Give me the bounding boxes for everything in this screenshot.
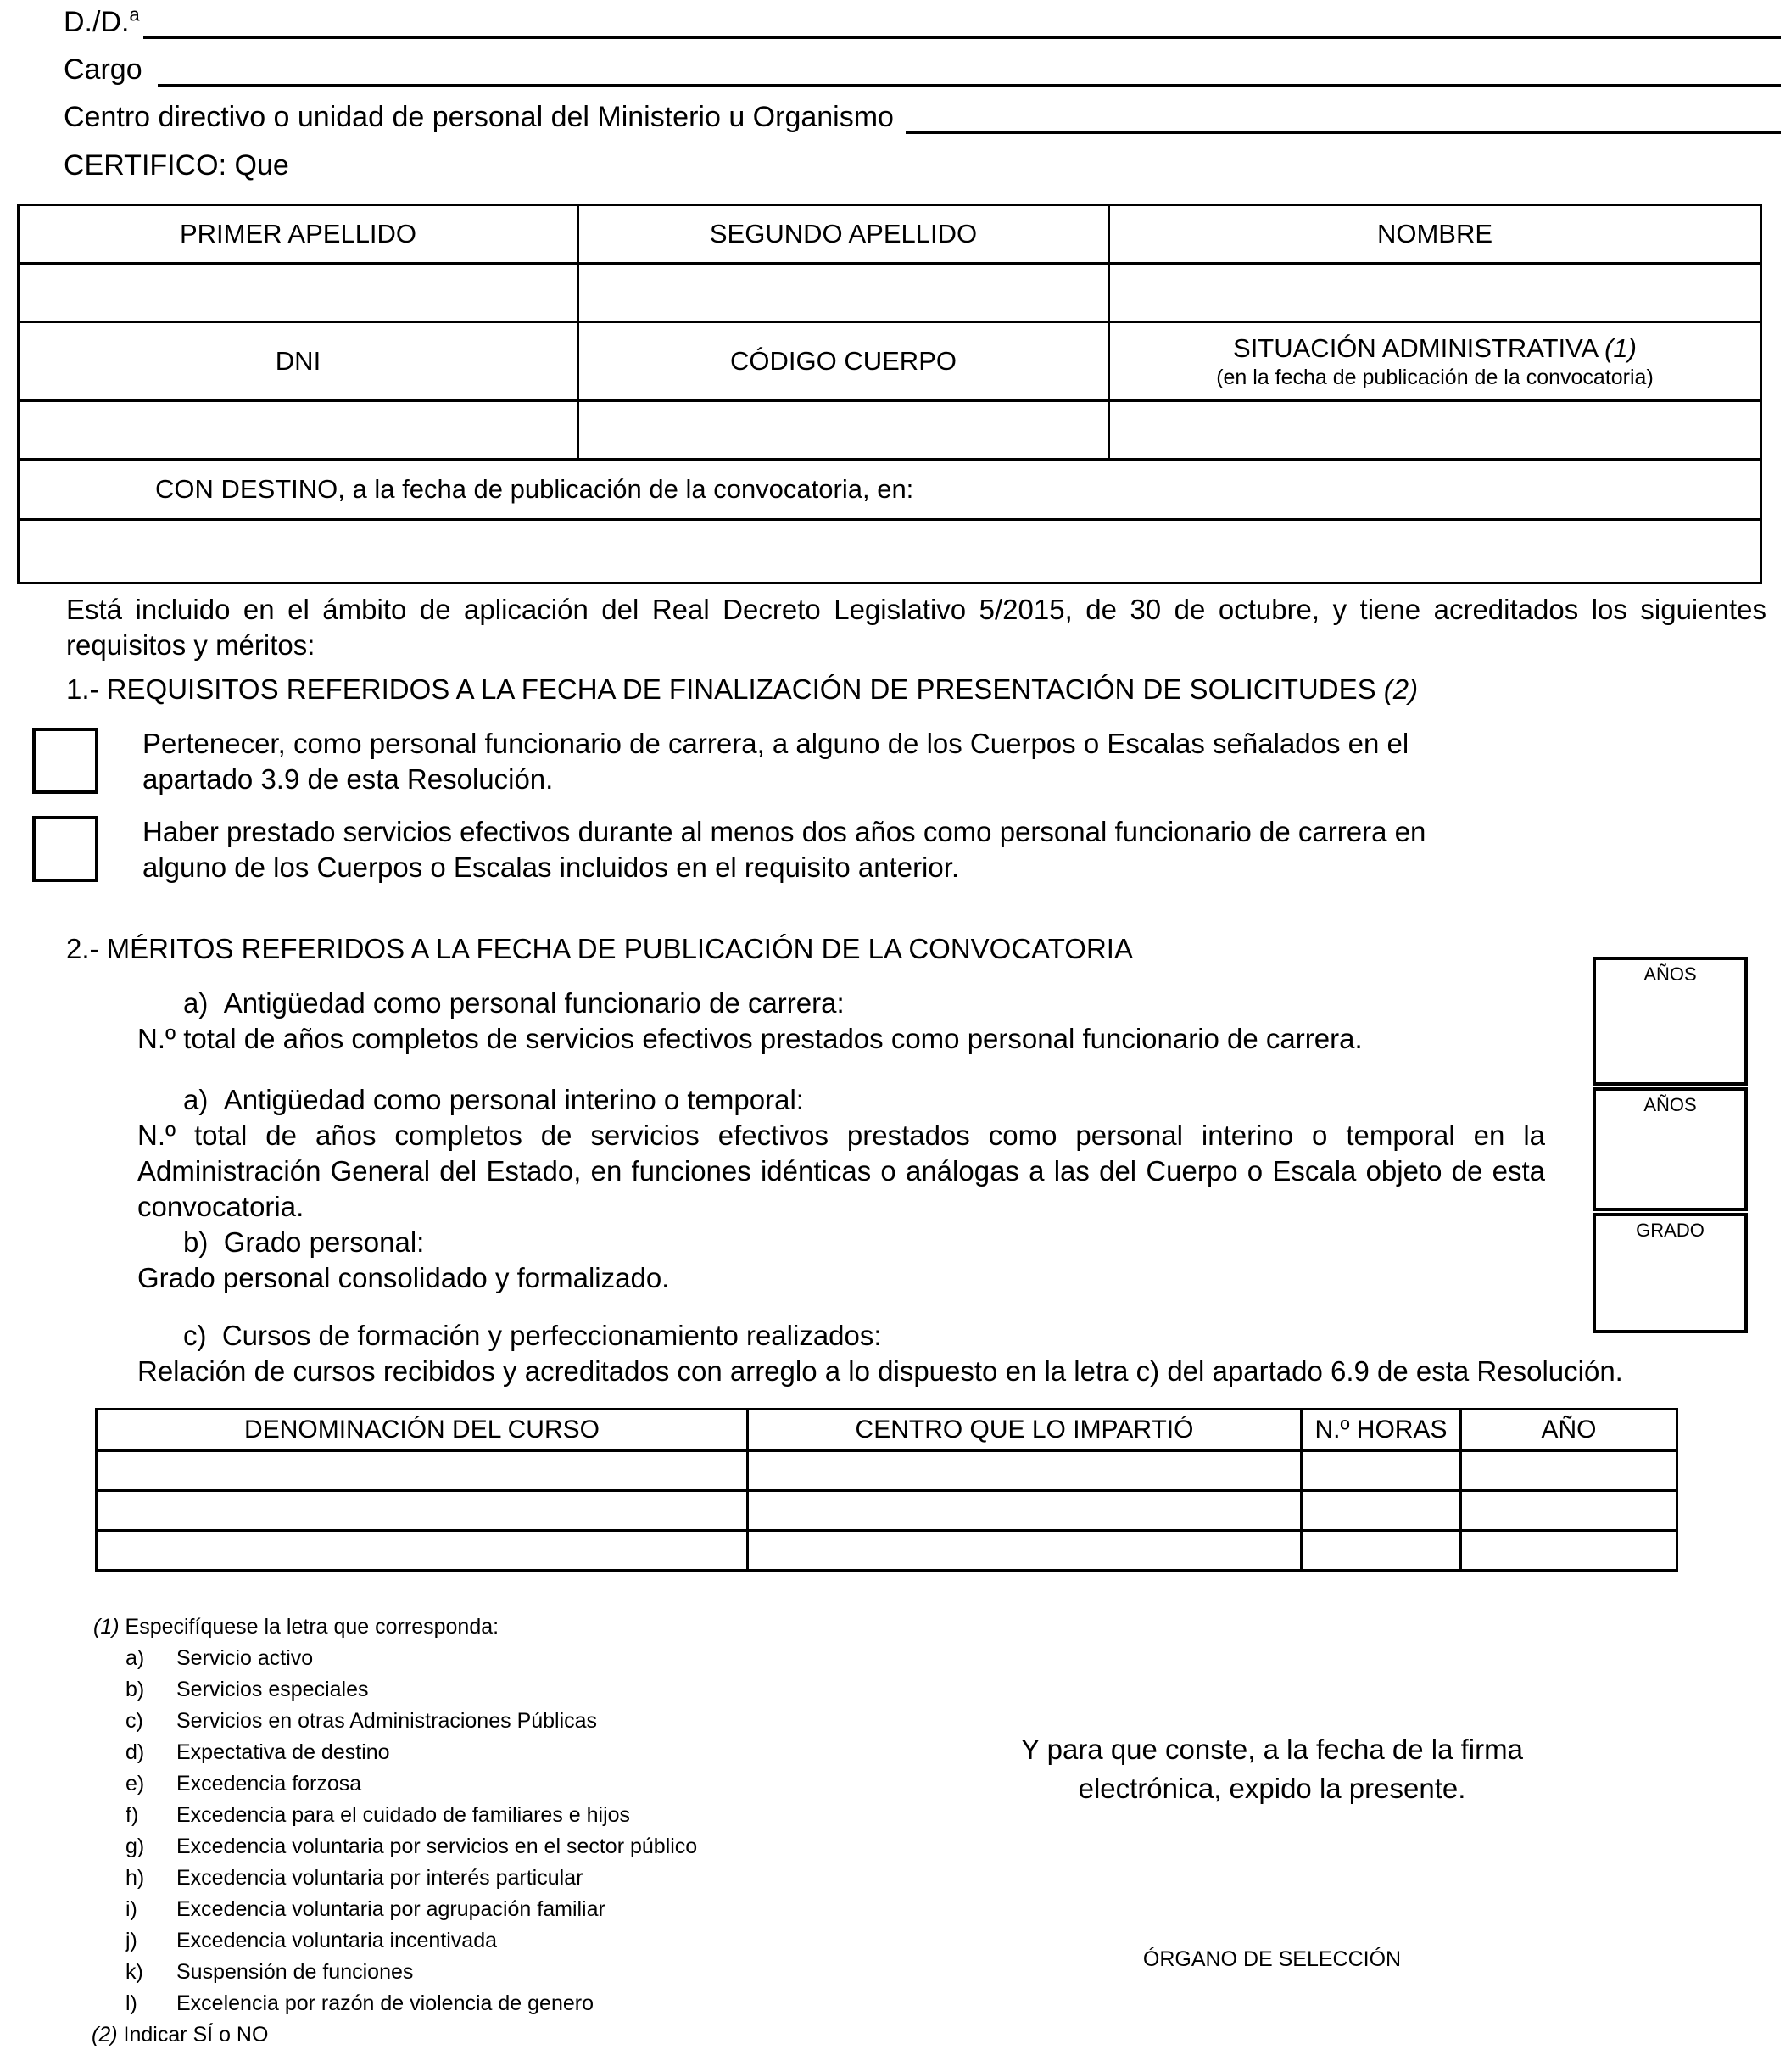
footnote-1-head-text: Especifíquese la letra que corresponda: bbox=[125, 1615, 499, 1639]
field-nombre-label: D./D.$^a$ bbox=[64, 3, 140, 38]
section1-title bbox=[66, 672, 1418, 707]
identification-table bbox=[17, 204, 1762, 584]
footnote-item-key: d) bbox=[126, 1740, 145, 1764]
field-centro-directivo[interactable] bbox=[64, 100, 1781, 134]
field-cargo-rule[interactable] bbox=[158, 59, 1781, 87]
intro-paragraph: Está incluido en el ámbito de aplicación del Real Decreto Legislativo 5/2015, de 30 de octubre, y tiene acreditados los siguientes requisitos y méritos: bbox=[66, 594, 1766, 661]
score-box-anos-funcionario[interactable] bbox=[1593, 957, 1748, 1086]
footnote-item-text: Servicios especiales bbox=[176, 1678, 369, 1701]
table-row bbox=[97, 1451, 1677, 1491]
header-nombre: NOMBRE bbox=[1109, 205, 1761, 264]
cell-con-destino[interactable] bbox=[19, 520, 1761, 584]
requisito-2-text: Haber prestado servicios efectivos durante al menos dos años como personal funcionario de carrera en alguno de los Cuerpos o Escalas incluidos en el requisito anterior. bbox=[142, 816, 1426, 883]
cell-numero-horas[interactable] bbox=[1302, 1491, 1461, 1531]
footnote-item-text: Expectativa de destino bbox=[176, 1740, 390, 1764]
field-cargo[interactable] bbox=[64, 53, 1781, 87]
list-item bbox=[126, 1706, 697, 1737]
footnote-item-text: Excedencia voluntaria por servicios en el sector público bbox=[176, 1835, 698, 1858]
signature-statement bbox=[1009, 1730, 1535, 1808]
list-item bbox=[126, 1737, 697, 1768]
signature-line-2: electrónica, expido la presente. bbox=[1078, 1773, 1466, 1804]
footnote-item-key: g) bbox=[126, 1835, 145, 1858]
situacion-note-marker: (1) bbox=[1604, 332, 1637, 363]
list-item bbox=[126, 1957, 697, 1988]
merit-c-body: Relación de cursos recibidos y acreditados con arreglo a lo dispuesto en la letra c) del apartado 6.9 de esta Resolución. bbox=[137, 1355, 1623, 1387]
header-primer-apellido: PRIMER APELLIDO bbox=[19, 205, 578, 264]
cell-codigo-cuerpo[interactable] bbox=[578, 401, 1109, 460]
cell-centro-impartio[interactable] bbox=[748, 1491, 1302, 1531]
header-ano: AÑO bbox=[1461, 1410, 1677, 1451]
footnote-item-key: f) bbox=[126, 1803, 139, 1827]
label-con-destino: CON DESTINO, a la fecha de publicación de la convocatoria, en: bbox=[19, 460, 1761, 520]
header-numero-horas: N.º HORAS bbox=[1302, 1410, 1461, 1451]
footnote-item-key: k) bbox=[126, 1960, 143, 1984]
merit-c-heading bbox=[183, 1318, 1625, 1354]
merit-a2-key: a) bbox=[183, 1084, 209, 1115]
footnote-2 bbox=[92, 2019, 697, 2051]
merit-b-heading-text: Grado personal: bbox=[223, 1226, 425, 1258]
list-item bbox=[126, 1831, 697, 1863]
footnote-item-key: l) bbox=[126, 1991, 137, 2015]
organo-de-seleccion-label: ÓRGANO DE SELECCIÓN bbox=[1142, 1947, 1402, 1971]
header-denominacion-curso: DENOMINACIÓN DEL CURSO bbox=[97, 1410, 748, 1451]
list-item bbox=[126, 1800, 697, 1831]
score-box-anos-interino[interactable] bbox=[1593, 1087, 1748, 1211]
cell-ano[interactable] bbox=[1461, 1451, 1677, 1491]
footnote-item-text: Excelencia por razón de violencia de genero bbox=[176, 1991, 594, 2015]
footnote-1-head bbox=[93, 1611, 697, 1643]
footnotes-block bbox=[93, 1611, 697, 2051]
merit-b-body: Grado personal consolidado y formalizado. bbox=[137, 1262, 670, 1293]
cell-primer-apellido[interactable] bbox=[19, 264, 578, 322]
list-item bbox=[126, 1894, 697, 1925]
header-situacion-administrativa bbox=[1109, 322, 1761, 401]
footnote-item-text: Servicios en otras Administraciones Públicas bbox=[176, 1709, 598, 1733]
table-row bbox=[97, 1491, 1677, 1531]
footnote-item-key: c) bbox=[126, 1709, 143, 1733]
list-item bbox=[126, 1674, 697, 1706]
cell-centro-impartio[interactable] bbox=[748, 1531, 1302, 1571]
footnote-item-text: Excedencia para el cuidado de familiares e hijos bbox=[176, 1803, 631, 1827]
list-item bbox=[126, 1768, 697, 1800]
merit-a1-heading bbox=[183, 986, 1540, 1021]
header-dni: DNI bbox=[19, 322, 578, 401]
field-cargo-label: Cargo bbox=[64, 53, 142, 86]
list-item bbox=[126, 1925, 697, 1957]
merit-a1-body: N.º total de años completos de servicios efectivos prestados como personal funcionario de carrera. bbox=[137, 1023, 1363, 1054]
courses-table-header-row bbox=[97, 1410, 1677, 1451]
section1-note-marker: (2) bbox=[1383, 673, 1419, 705]
footnote-1-marker: (1) bbox=[93, 1615, 120, 1639]
list-item bbox=[126, 1988, 697, 2019]
cell-situacion-administrativa[interactable] bbox=[1109, 401, 1761, 460]
footnote-item-key: h) bbox=[126, 1866, 145, 1890]
certifico-label: CERTIFICO: Que bbox=[64, 149, 289, 182]
footnote-item-text: Excedencia voluntaria incentivada bbox=[176, 1929, 498, 1952]
merit-b-heading bbox=[183, 1225, 1540, 1260]
footnote-item-text: Servicio activo bbox=[176, 1646, 314, 1670]
cell-segundo-apellido[interactable] bbox=[578, 264, 1109, 322]
score-box-anos-interino-label: AÑOS bbox=[1643, 1094, 1697, 1115]
field-nombre-rule[interactable] bbox=[143, 11, 1781, 39]
header-segundo-apellido: SEGUNDO APELLIDO bbox=[578, 205, 1109, 264]
courses-table bbox=[95, 1408, 1678, 1572]
merit-a2-heading-text: Antigüedad como personal interino o temporal: bbox=[223, 1084, 804, 1115]
footnote-item-key: i) bbox=[126, 1897, 137, 1921]
checkbox-requisito-1[interactable] bbox=[32, 728, 98, 794]
cell-numero-horas[interactable] bbox=[1302, 1531, 1461, 1571]
table-row-dni-values bbox=[19, 401, 1761, 460]
merit-a2-body: N.º total de años completos de servicios efectivos prestados como personal interino o temporal en la Administración General del Estado, en funciones idénticas o análogas a las del Cuerpo o Escala objeto de esta convocatoria. bbox=[137, 1120, 1545, 1222]
footnote-item-text: Excedencia forzosa bbox=[176, 1772, 362, 1796]
section2-title: 2.- MÉRITOS REFERIDOS A LA FECHA DE PUBLICACIÓN DE LA CONVOCATORIA bbox=[66, 933, 1133, 964]
footnote-1-list bbox=[93, 1643, 697, 2019]
situacion-subtext: (en la fecha de publicación de la convocatoria) bbox=[1216, 365, 1654, 389]
field-centro-directivo-rule[interactable] bbox=[906, 106, 1781, 134]
merit-b-key: b) bbox=[183, 1226, 209, 1258]
ordinal-superscript-a: a bbox=[129, 3, 140, 25]
table-row-con-destino-value bbox=[19, 520, 1761, 584]
merit-a1-heading-text: Antigüedad como personal funcionario de carrera: bbox=[223, 987, 845, 1019]
table-row-con-destino-label bbox=[19, 460, 1761, 520]
cell-denominacion-curso[interactable] bbox=[97, 1531, 748, 1571]
table-row-apellidos-headers bbox=[19, 205, 1761, 264]
cell-denominacion-curso[interactable] bbox=[97, 1491, 748, 1531]
checkbox-requisito-2[interactable] bbox=[32, 816, 98, 882]
score-box-grado[interactable] bbox=[1593, 1213, 1748, 1333]
signature-line-1: Y para que conste, a la fecha de la firma bbox=[1021, 1734, 1523, 1765]
merit-a2-heading bbox=[183, 1082, 1540, 1118]
merit-c-key: c) bbox=[183, 1320, 207, 1351]
footnote-item-text: Suspensión de funciones bbox=[176, 1960, 414, 1984]
table-row bbox=[97, 1531, 1677, 1571]
cell-ano[interactable] bbox=[1461, 1531, 1677, 1571]
footnote-item-text: Excedencia voluntaria por interés particular bbox=[176, 1866, 583, 1890]
header-codigo-cuerpo: CÓDIGO CUERPO bbox=[578, 322, 1109, 401]
list-item bbox=[126, 1863, 697, 1894]
requisito-1-text: Pertenecer, como personal funcionario de carrera, a alguno de los Cuerpos o Escalas señalados en el apartado 3.9 de esta Resolución. bbox=[142, 728, 1409, 795]
list-item bbox=[126, 1643, 697, 1674]
field-nombre-destinatario[interactable] bbox=[64, 5, 1781, 39]
section1-title-text: 1.- REQUISITOS REFERIDOS A LA FECHA DE FINALIZACIÓN DE PRESENTACIÓN DE SOLICITUDES bbox=[66, 673, 1384, 705]
field-centro-directivo-label: Centro directivo o unidad de personal del Ministerio u Organismo bbox=[64, 101, 894, 133]
cell-numero-horas[interactable] bbox=[1302, 1451, 1461, 1491]
situacion-main-text: SITUACIÓN ADMINISTRATIVA bbox=[1233, 332, 1605, 363]
footnote-2-text: Indicar SÍ o NO bbox=[123, 2023, 269, 2047]
footnote-item-key: a) bbox=[126, 1646, 145, 1670]
cell-nombre[interactable] bbox=[1109, 264, 1761, 322]
score-box-grado-label: GRADO bbox=[1636, 1220, 1705, 1241]
footnote-item-text: Excedencia voluntaria por agrupación familiar bbox=[176, 1897, 605, 1921]
header-centro-impartio: CENTRO QUE LO IMPARTIÓ bbox=[748, 1410, 1302, 1451]
table-row-dni-headers bbox=[19, 322, 1761, 401]
footnote-item-key: j) bbox=[126, 1929, 137, 1952]
cell-denominacion-curso[interactable] bbox=[97, 1451, 748, 1491]
table-row-apellidos-values bbox=[19, 264, 1761, 322]
cell-centro-impartio[interactable] bbox=[748, 1451, 1302, 1491]
cell-dni[interactable] bbox=[19, 401, 578, 460]
footnote-item-key: e) bbox=[126, 1772, 145, 1796]
footnote-item-key: b) bbox=[126, 1678, 145, 1701]
footnote-2-marker: (2) bbox=[92, 2023, 118, 2047]
merit-c-heading-text: Cursos de formación y perfeccionamiento realizados: bbox=[221, 1320, 882, 1351]
cell-ano[interactable] bbox=[1461, 1491, 1677, 1531]
score-box-anos-funcionario-label: AÑOS bbox=[1643, 963, 1697, 985]
merit-a1-key: a) bbox=[183, 987, 209, 1019]
